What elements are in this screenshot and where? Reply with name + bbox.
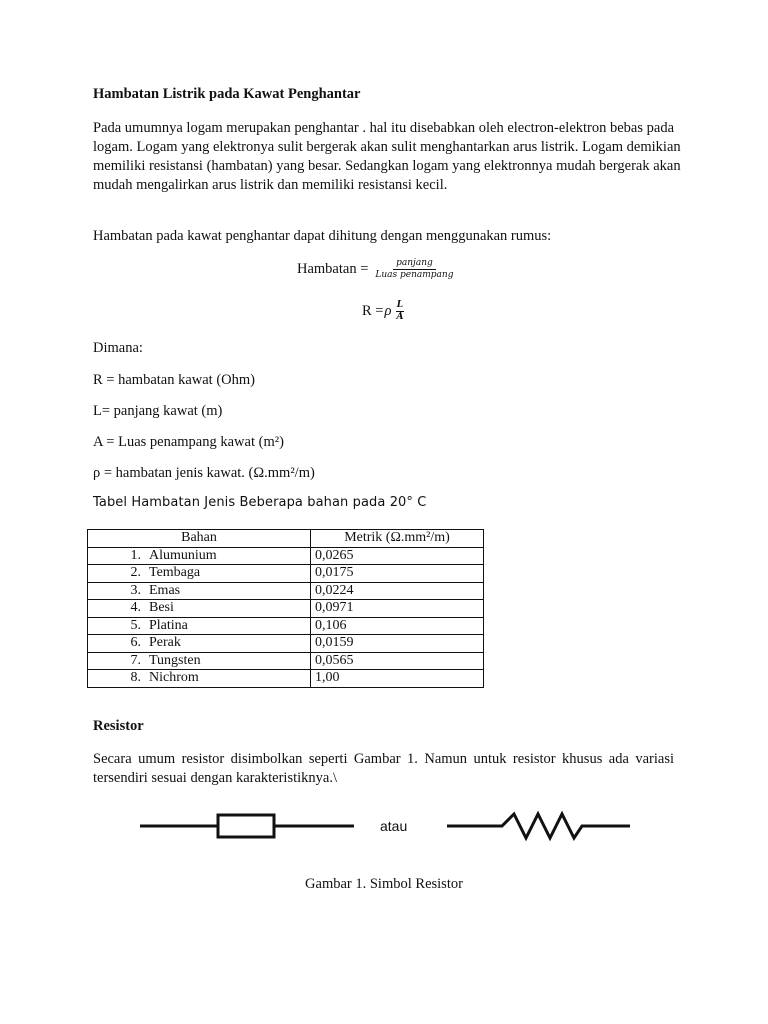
resistivity-table	[87, 529, 484, 688]
material-name: Nichrom	[149, 670, 199, 685]
definition-item: ρ = hambatan jenis kawat. (Ω.mm²/m)	[93, 465, 315, 481]
row-number: 5.	[130, 617, 141, 633]
table-row	[88, 635, 484, 653]
intro-paragraph: Pada umumnya logam merupakan penghantar . hal itu disebabkan oleh electron-elektron bebas pada logam. Logam yang elektronya sulit bergerak akan sulit menghantarkan arus listrik. Logam demikian memiliki resistansi (hambatan) yang besar. Sedangkan logam yang elektronnya mudah bergerak akan mudah mengalirkan arus listrik dan memiliki resistansi kecil.	[93, 120, 681, 193]
material-cell	[88, 565, 311, 583]
material-cell	[88, 547, 311, 565]
header-bahan: Bahan	[88, 530, 311, 548]
table-row	[88, 652, 484, 670]
material-cell	[88, 600, 311, 618]
table-row	[88, 600, 484, 618]
row-number: 8.	[130, 670, 141, 685]
row-number: 7.	[130, 652, 141, 668]
formula1-denominator: Luas penampang	[375, 270, 454, 280]
material-name: Alumunium	[149, 547, 217, 563]
row-number: 4.	[130, 600, 141, 615]
formula1-lhs: Hambatan =	[297, 261, 369, 277]
table-row	[88, 617, 484, 635]
formula-hambatan	[297, 258, 456, 281]
table-caption: Tabel Hambatan Jenis Beberapa bahan pada 20° C	[93, 495, 427, 510]
table-row	[88, 565, 484, 583]
definition-item: R = hambatan kawat (Ohm)	[93, 372, 255, 388]
resistivity-value: 1,00	[311, 670, 484, 688]
resistivity-value: 0,0265	[311, 547, 484, 565]
resistor-paragraph: Secara umum resistor disimbolkan seperti Gambar 1. Namun untuk resistor khusus ada variasi tersendiri sesuai dengan karakteristiknya.\	[93, 751, 674, 786]
table-row	[88, 582, 484, 600]
resistor-symbols-figure	[130, 800, 640, 856]
resistor-heading: Resistor	[93, 718, 144, 734]
material-name: Perak	[149, 635, 181, 650]
resistivity-value: 0,106	[311, 617, 484, 635]
material-cell	[88, 582, 311, 600]
resistivity-value: 0,0565	[311, 652, 484, 670]
formula-r	[362, 300, 404, 323]
header-metrik: Metrik (Ω.mm²/m)	[311, 530, 484, 548]
material-name: Besi	[149, 600, 174, 615]
formula2-lhs: R =	[362, 303, 384, 319]
formula1-fraction	[372, 258, 456, 281]
material-name: Platina	[149, 617, 188, 633]
row-number: 1.	[130, 547, 141, 563]
resistivity-value: 0,0224	[311, 582, 484, 600]
material-name: Tembaga	[149, 565, 201, 580]
resistivity-value: 0,0159	[311, 635, 484, 653]
figure-or-label: atau	[380, 818, 408, 834]
resistivity-value: 0,0175	[311, 565, 484, 583]
definitions-label: Dimana:	[93, 340, 143, 356]
definition-item: L= panjang kawat (m)	[93, 403, 223, 419]
material-cell	[88, 617, 311, 635]
definition-item: A = Luas penampang kawat (m²)	[93, 434, 284, 450]
formula2-denominator: A	[396, 312, 404, 322]
material-name: Tungsten	[149, 652, 201, 668]
section-heading: Hambatan Listrik pada Kawat Penghantar	[93, 86, 361, 102]
figure-caption: Gambar 1. Simbol Resistor	[305, 876, 463, 892]
material-cell	[88, 635, 311, 653]
material-cell	[88, 670, 311, 688]
table-row	[88, 670, 484, 688]
resistivity-value: 0,0971	[311, 600, 484, 618]
formula2-rho: ρ	[384, 303, 392, 319]
row-number: 3.	[130, 582, 141, 598]
table-row	[88, 547, 484, 565]
formula2-numerator: L	[396, 300, 404, 310]
formula1-numerator: panjang	[393, 258, 436, 270]
formula-intro: Hambatan pada kawat penghantar dapat dihitung dengan menggunakan rumus:	[93, 228, 552, 244]
material-name: Emas	[149, 582, 181, 598]
material-cell	[88, 652, 311, 670]
row-number: 2.	[130, 565, 141, 580]
row-number: 6.	[130, 635, 141, 650]
zigzag-resistor-symbol	[447, 814, 630, 838]
table-header-row	[88, 530, 484, 548]
formula2-fraction	[395, 300, 404, 323]
box-resistor-symbol	[140, 815, 354, 837]
